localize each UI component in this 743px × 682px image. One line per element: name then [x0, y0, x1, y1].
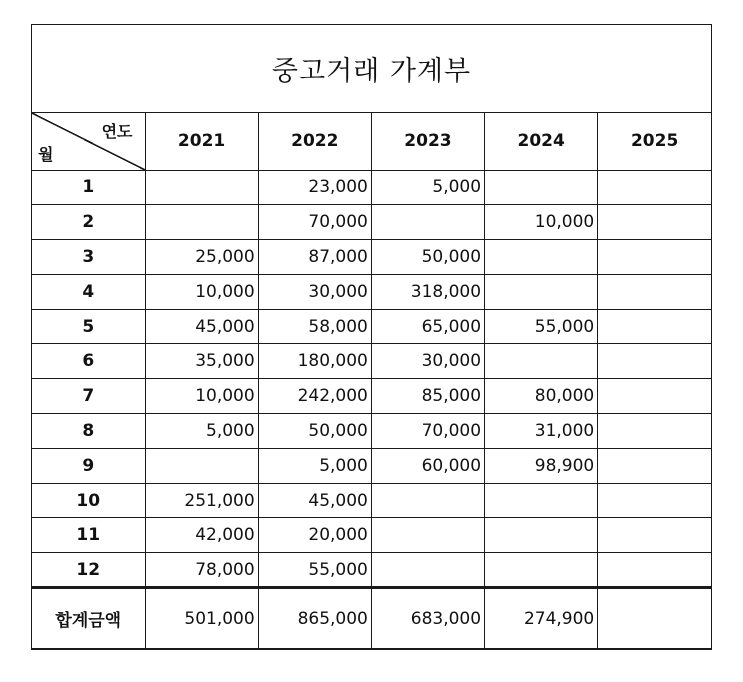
ledger-sheet — [31, 24, 712, 650]
amount-cell — [598, 205, 711, 240]
amount-cell: 50,000 — [258, 414, 371, 449]
table-row — [32, 553, 711, 588]
amount-cell — [598, 518, 711, 553]
amount-cell: 42,000 — [145, 518, 258, 553]
amount-cell: 23,000 — [258, 170, 371, 205]
amount-cell: 60,000 — [371, 448, 484, 483]
amount-cell — [371, 205, 484, 240]
corner-header-cell — [32, 113, 145, 170]
amount-cell: 31,000 — [485, 414, 598, 449]
month-label: 2 — [32, 205, 145, 240]
corner-month-label: 월 — [38, 144, 54, 164]
year-header-2023: 2023 — [371, 113, 484, 170]
amount-cell — [485, 240, 598, 275]
amount-cell: 55,000 — [485, 309, 598, 344]
amount-cell — [598, 553, 711, 588]
amount-cell: 30,000 — [258, 274, 371, 309]
amount-cell: 25,000 — [145, 240, 258, 275]
amount-cell — [145, 205, 258, 240]
total-label: 합계금액 — [32, 588, 145, 649]
table-row — [32, 448, 711, 483]
amount-cell — [598, 379, 711, 414]
amount-cell: 5,000 — [371, 170, 484, 205]
total-cell: 274,900 — [485, 588, 598, 649]
amount-cell — [485, 344, 598, 379]
amount-cell: 87,000 — [258, 240, 371, 275]
amount-cell — [371, 483, 484, 518]
amount-cell — [485, 483, 598, 518]
amount-cell: 98,900 — [485, 448, 598, 483]
table-row — [32, 274, 711, 309]
amount-cell — [485, 274, 598, 309]
table-row — [32, 379, 711, 414]
header-row — [32, 113, 711, 170]
corner-year-label: 연도 — [101, 122, 133, 141]
table-row — [32, 483, 711, 518]
total-cell: 501,000 — [145, 588, 258, 649]
amount-cell: 251,000 — [145, 483, 258, 518]
year-header-2024: 2024 — [485, 113, 598, 170]
month-label: 11 — [32, 518, 145, 553]
amount-cell — [598, 274, 711, 309]
amount-cell: 70,000 — [258, 205, 371, 240]
year-header-2025: 2025 — [598, 113, 711, 170]
total-cell — [598, 588, 711, 649]
amount-cell — [145, 448, 258, 483]
amount-cell: 45,000 — [145, 309, 258, 344]
table-row — [32, 170, 711, 205]
amount-cell: 58,000 — [258, 309, 371, 344]
amount-cell: 55,000 — [258, 553, 371, 588]
month-label: 1 — [32, 170, 145, 205]
amount-cell — [371, 553, 484, 588]
month-label: 12 — [32, 553, 145, 588]
amount-cell — [598, 483, 711, 518]
amount-cell: 30,000 — [371, 344, 484, 379]
total-cell: 683,000 — [371, 588, 484, 649]
amount-cell — [598, 309, 711, 344]
amount-cell — [371, 518, 484, 553]
month-label: 7 — [32, 379, 145, 414]
amount-cell: 20,000 — [258, 518, 371, 553]
ledger-title: 중고거래 가계부 — [32, 25, 711, 113]
amount-cell — [485, 170, 598, 205]
ledger-table — [32, 113, 711, 649]
amount-cell — [598, 170, 711, 205]
month-label: 3 — [32, 240, 145, 275]
month-label: 6 — [32, 344, 145, 379]
year-header-2021: 2021 — [145, 113, 258, 170]
table-row — [32, 205, 711, 240]
amount-cell: 85,000 — [371, 379, 484, 414]
amount-cell: 5,000 — [258, 448, 371, 483]
table-row — [32, 518, 711, 553]
month-label: 9 — [32, 448, 145, 483]
amount-cell: 65,000 — [371, 309, 484, 344]
year-header-2022: 2022 — [258, 113, 371, 170]
month-label: 8 — [32, 414, 145, 449]
amount-cell — [145, 170, 258, 205]
amount-cell: 318,000 — [371, 274, 484, 309]
total-cell: 865,000 — [258, 588, 371, 649]
table-row — [32, 309, 711, 344]
amount-cell: 10,000 — [145, 274, 258, 309]
amount-cell: 80,000 — [485, 379, 598, 414]
month-label: 5 — [32, 309, 145, 344]
amount-cell — [485, 518, 598, 553]
amount-cell: 78,000 — [145, 553, 258, 588]
table-row — [32, 240, 711, 275]
table-row — [32, 344, 711, 379]
table-row — [32, 414, 711, 449]
amount-cell: 180,000 — [258, 344, 371, 379]
amount-cell: 45,000 — [258, 483, 371, 518]
amount-cell — [485, 553, 598, 588]
amount-cell — [598, 344, 711, 379]
amount-cell: 50,000 — [371, 240, 484, 275]
amount-cell — [598, 414, 711, 449]
amount-cell: 70,000 — [371, 414, 484, 449]
amount-cell: 10,000 — [145, 379, 258, 414]
amount-cell: 10,000 — [485, 205, 598, 240]
amount-cell: 5,000 — [145, 414, 258, 449]
total-row — [32, 588, 711, 649]
amount-cell — [598, 240, 711, 275]
month-label: 4 — [32, 274, 145, 309]
month-label: 10 — [32, 483, 145, 518]
amount-cell: 35,000 — [145, 344, 258, 379]
amount-cell — [598, 448, 711, 483]
amount-cell: 242,000 — [258, 379, 371, 414]
